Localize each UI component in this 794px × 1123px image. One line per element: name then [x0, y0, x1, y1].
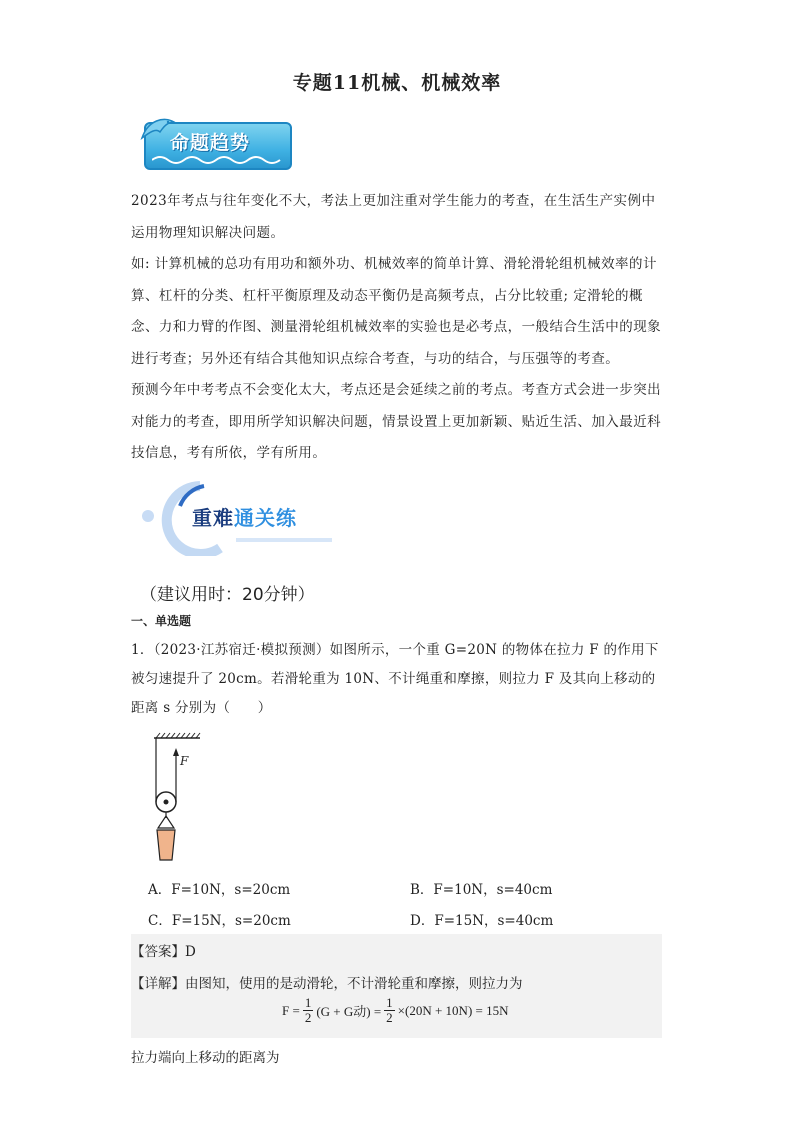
fraction-1-num: 1 [304, 995, 312, 1010]
fraction-2-num: 1 [386, 995, 393, 1010]
detail-line-2: 拉力端向上移动的距离为 [131, 1050, 280, 1066]
option-d[interactable]: D．F=15N，s=40cm [410, 913, 554, 929]
practice-banner-label [192, 502, 297, 531]
practice-banner-part-a: 重难 [192, 506, 234, 530]
practice-banner [140, 476, 340, 556]
force-label: F [180, 754, 189, 768]
paragraph-trend-1: 2023年考点与往年变化不大，考法上更加注重对学生能力的考查，在生活生产实例中运用物理知识解决问题。 [131, 193, 656, 241]
detail-line: 【详解】由图知，使用的是动滑轮，不计滑轮重和摩擦，则拉力为 [131, 976, 523, 992]
page-title: 专题11机械、机械效率 [292, 72, 502, 94]
formula-mid-1: (G + G动) = [316, 1004, 382, 1019]
time-hint: （建议用时：20分钟） [140, 585, 315, 605]
question-1-text: 1．（2023·江苏宿迁·模拟预测）如图所示，一个重 G=20N 的物体在拉力 F 的作用下被匀速提升了 20cm。若滑轮重为 10N、不计绳重和摩擦，则拉力 F 及其向上移动的距离 s 分别为（ ） [131, 642, 659, 716]
fraction-1-den: 2 [304, 1010, 312, 1025]
formula-mid-2: ×(20N + 10N) = 15N [397, 1002, 509, 1018]
option-c[interactable]: C．F=15N，s=20cm [148, 913, 291, 929]
option-b[interactable]: B．F=10N，s=40cm [410, 882, 553, 898]
paragraph-trend-2: 如: 计算机械的总功有用功和额外功、机械效率的简单计算、滑轮滑轮组机械效率的计算、杠杆的分类、杠杆平衡原理及动态平衡仍是高频考点，占分比较重; 定滑轮的概念、力和力臂的作图、测量滑轮组机械效率的实验也是必考点，一般结合生活中的现象进行考查；另外还有结合其他知识点综合考查，与功的结合，与压强等的考查。 [131, 256, 662, 367]
trend-banner [138, 114, 298, 174]
pulley-figure [150, 730, 210, 869]
pulley-diagram-icon [150, 730, 210, 865]
paragraph-trend-3: 预测今年中考考点不会变化太大，考点还是会延续之前的考点。考查方式会进一步突出对能力的考查，即用所学知识解决问题，情景设置上更加新颖、贴近生活、加入最近科技信息，考有所依，学有所用。 [131, 382, 662, 461]
trend-banner-label: 命题趋势 [170, 132, 251, 154]
fraction-2-den: 2 [386, 1010, 393, 1025]
category-heading: 一、单选题 [131, 614, 192, 628]
answer-line: 【答案】D [131, 944, 196, 960]
fraction-1 [303, 996, 314, 1025]
formula-lhs: F = [282, 1002, 300, 1018]
practice-banner-part-b: 通关练 [234, 506, 297, 530]
formula [282, 996, 509, 1025]
wave-decoration-icon [152, 152, 282, 166]
option-a[interactable]: A．F=10N，s=20cm [148, 882, 291, 898]
fraction-2 [384, 996, 395, 1025]
